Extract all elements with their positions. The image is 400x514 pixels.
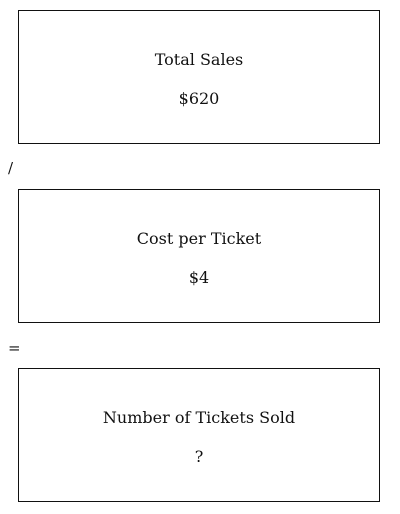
total-sales-value: $620 [178,89,220,108]
equals-operator: = [8,339,21,357]
total-sales-box [18,10,380,144]
tickets-sold-box [18,368,380,502]
cost-per-ticket-value: $4 [188,268,210,287]
cost-per-ticket-label: Cost per Ticket [136,229,262,248]
divide-operator: / [8,159,14,177]
tickets-sold-value: ? [194,447,204,466]
cost-per-ticket-box [18,189,380,323]
tickets-sold-label: Number of Tickets Sold [102,408,296,427]
total-sales-label: Total Sales [154,50,244,69]
